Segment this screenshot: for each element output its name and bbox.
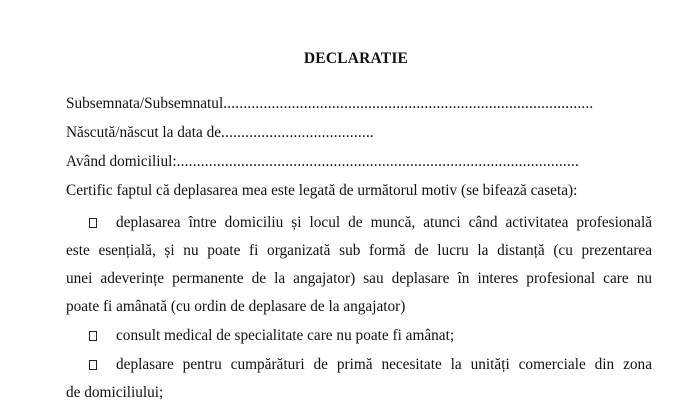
option-shopping-line-1: deplasare pentru cumpărături de primă necesitate la unități comerciale din zona <box>116 356 652 373</box>
certify-text: Certific faptul că deplasarea mea este legată de următorul motiv (se bifează caseta): <box>66 182 578 199</box>
birthdate-field-label: Născută/născut la data de <box>66 124 222 141</box>
option-shopping-line-2: de domiciliului; <box>66 384 164 401</box>
birthdate-field-dots: ...................................... <box>221 124 374 141</box>
document-title: DECLARATIE <box>303 50 409 67</box>
name-field <box>66 95 593 113</box>
name-field-dots: ............................................................................................ <box>223 95 594 112</box>
option-work-travel-text <box>66 214 652 314</box>
address-field-dots: .................................................................................................... <box>176 153 580 170</box>
address-field <box>66 153 579 171</box>
option-shopping-text <box>66 356 652 404</box>
option-work-travel-line-3: unei adeverințe permanente de la angajator) sau deplasare în interes profesional care nu <box>66 270 652 287</box>
option-medical-text: consult medical de specialitate care nu poate fi amânat; <box>116 327 455 344</box>
birthdate-field <box>66 124 374 142</box>
name-field-label: Subsemnata/Subsemnatul <box>66 95 224 112</box>
address-field-label: Având domiciliul: <box>66 153 177 170</box>
option-work-travel-line-2: este esențială, și nu poate fi organizată sub formă de lucru la distanță (cu prezentarea <box>66 242 652 259</box>
option-work-travel-line-1: deplasarea între domiciliu și locul de muncă, atunci când activitatea profesională <box>116 214 652 231</box>
option-medical-checkbox[interactable] <box>89 331 97 341</box>
option-work-travel-line-4: poate fi amânată (cu ordin de deplasare de la angajator) <box>66 298 406 315</box>
